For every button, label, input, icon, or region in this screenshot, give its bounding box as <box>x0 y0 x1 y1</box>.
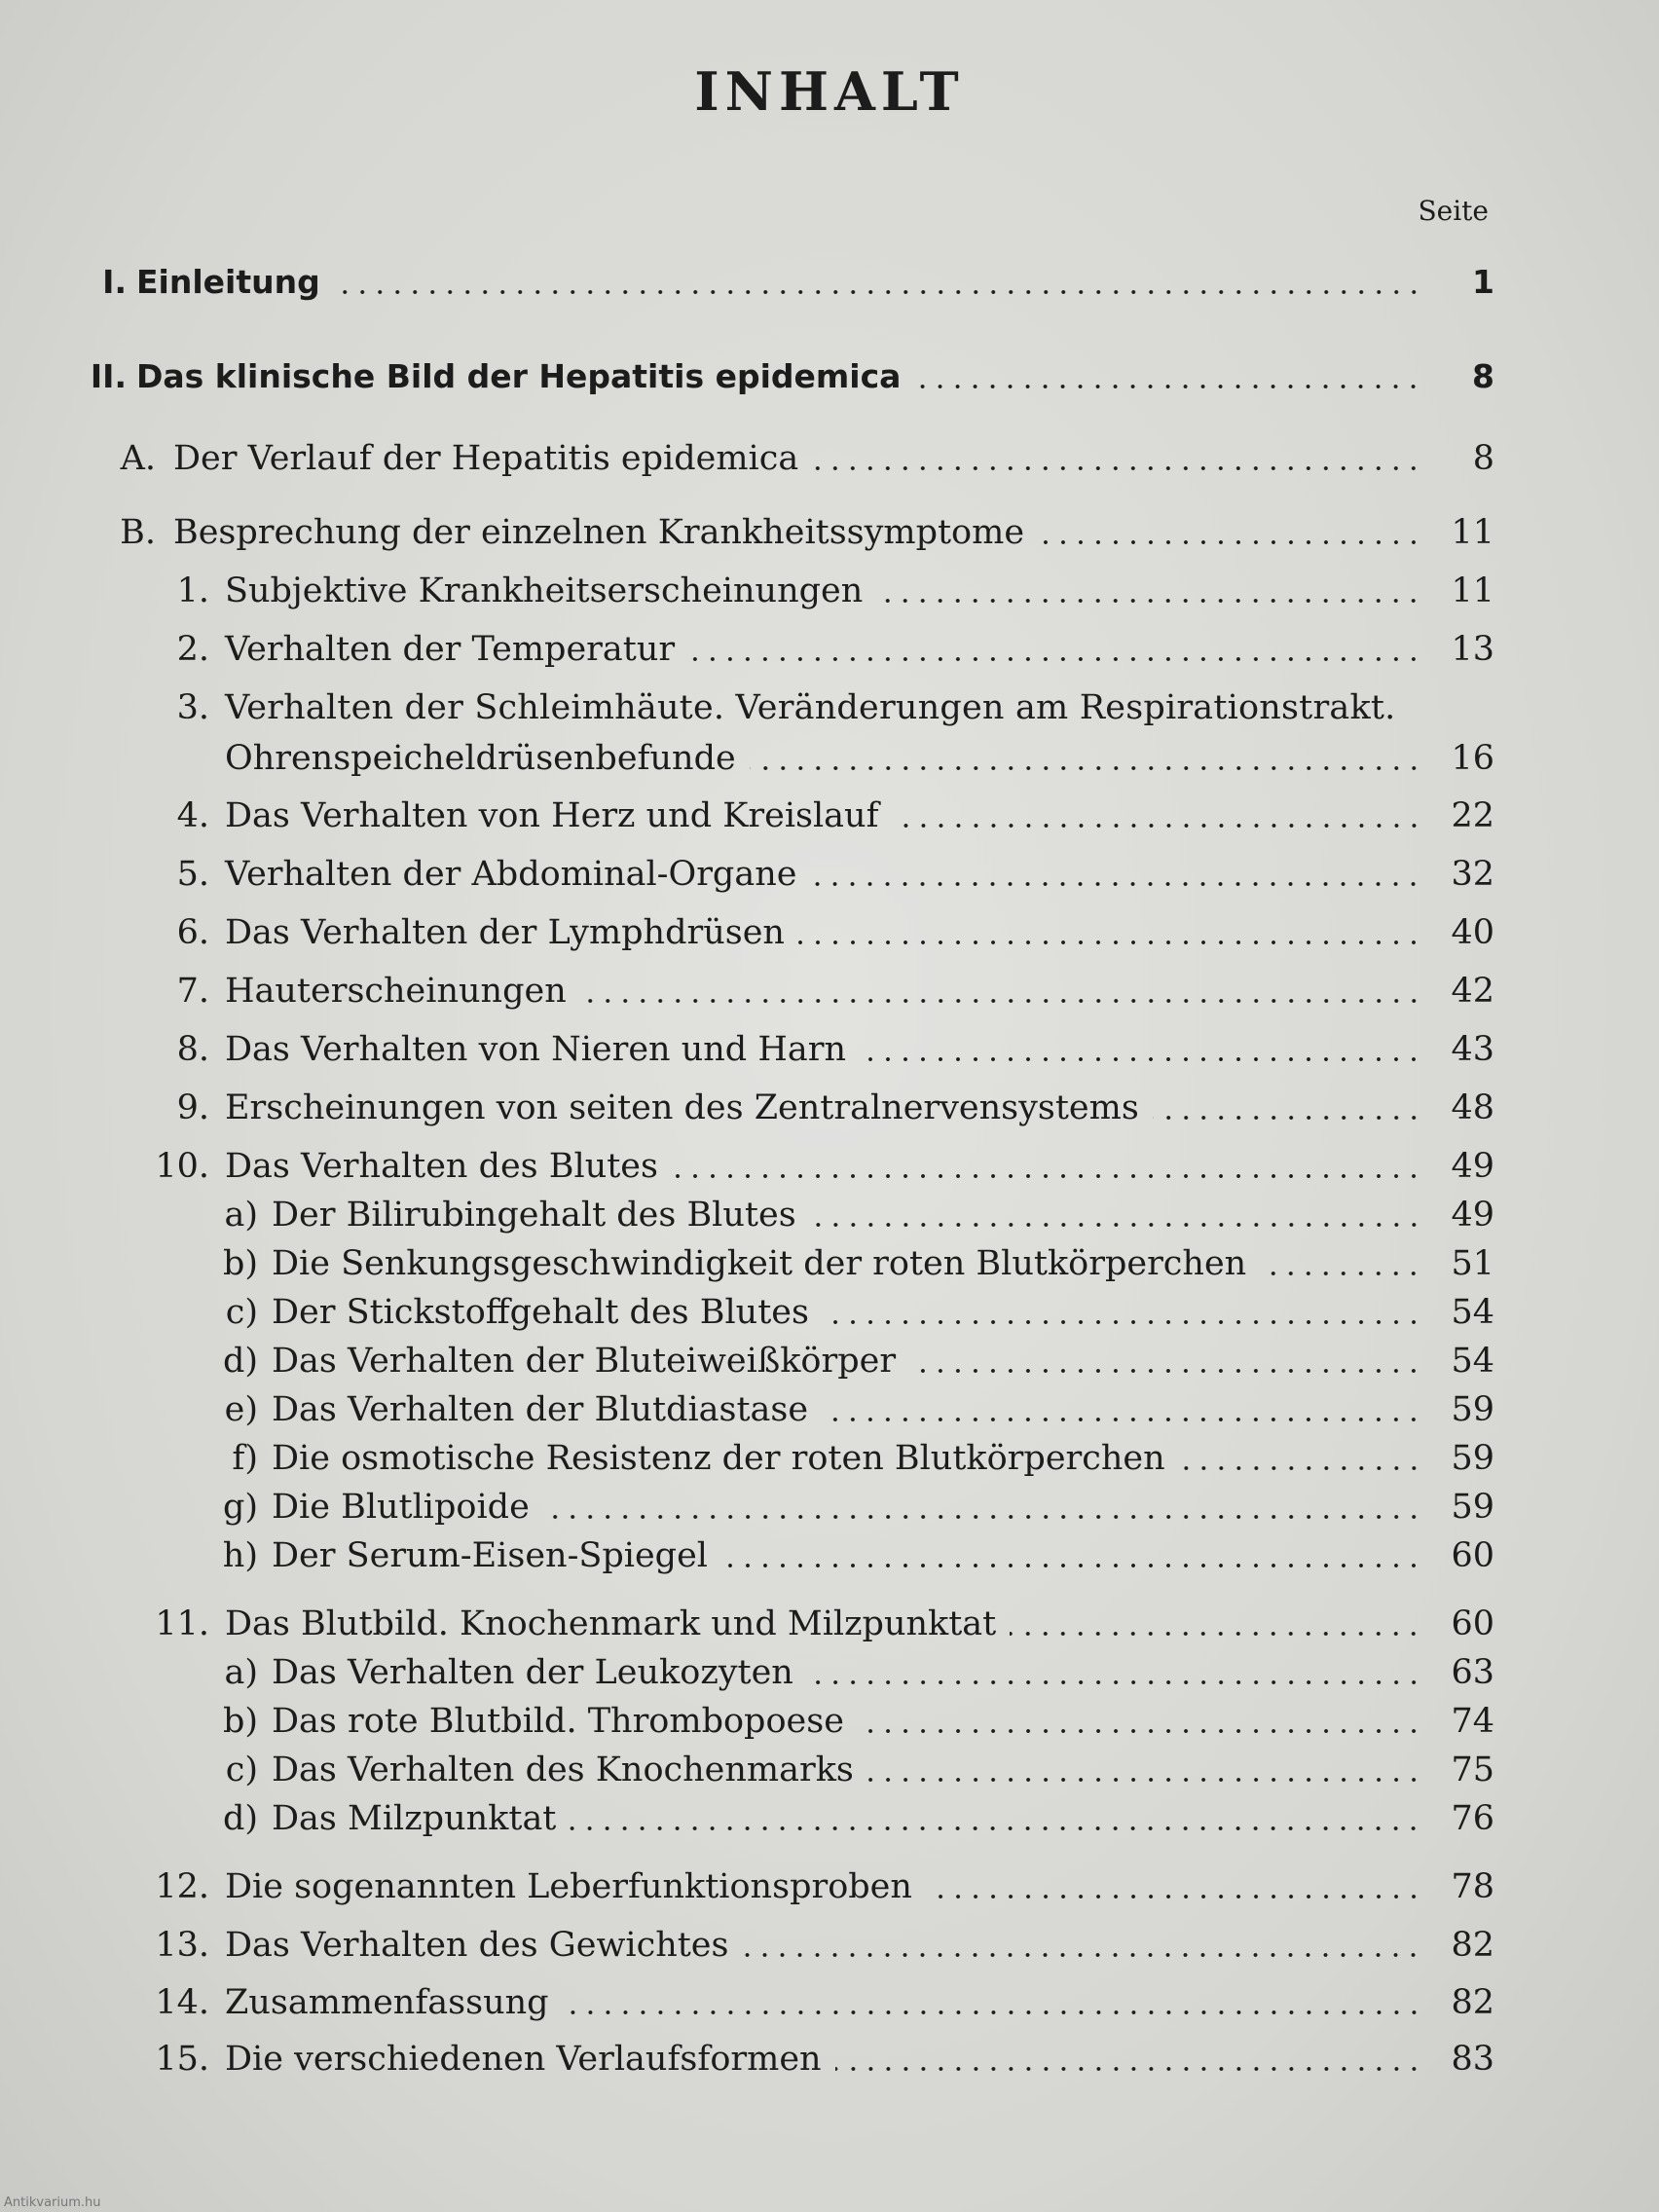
toc-entry-number: g) <box>222 1488 258 1527</box>
toc-entry-title: Die Senkungsgeschwindigkeit der roten Blutkörperchen <box>272 1244 1247 1283</box>
toc-entry <box>161 567 1494 615</box>
dot-leader <box>812 466 1422 470</box>
toc-entry-title: Das Verhalten der Bluteiweißkörper <box>272 1342 897 1381</box>
dot-leader <box>580 999 1422 1003</box>
toc-entry-page: 11 <box>1451 513 1494 552</box>
toc-entry-page: 59 <box>1451 1488 1494 1527</box>
toc-entry-number: 11. <box>155 1604 209 1643</box>
toc-entry <box>141 1142 1494 1191</box>
dot-leader <box>876 599 1422 603</box>
toc-entry <box>102 508 1494 557</box>
dot-leader <box>926 1895 1422 1899</box>
toc-entry <box>161 908 1494 957</box>
toc-entry <box>161 850 1494 899</box>
dot-leader <box>334 290 1422 294</box>
toc-entry <box>161 967 1494 1015</box>
toc-entry-number: I. <box>102 263 127 301</box>
toc-entry-title: Das Verhalten von Herz und Kreislauf <box>225 796 879 835</box>
toc-entry-page: 22 <box>1451 796 1494 835</box>
dot-leader <box>893 824 1422 828</box>
toc-entry-page: 60 <box>1451 1604 1494 1643</box>
toc-entry-page: 83 <box>1451 2040 1494 2079</box>
toc-entry-title: Das Milzpunktat <box>272 1799 557 1838</box>
toc-entry <box>141 1600 1494 1648</box>
toc-entry <box>219 1191 1494 1239</box>
toc-entry-title: Das Blutbild. Knochenmark und Milzpunktat <box>225 1604 997 1643</box>
toc-entry <box>141 2035 1494 2083</box>
toc-entry <box>219 1385 1494 1434</box>
dot-leader <box>1179 1466 1422 1470</box>
dot-leader <box>742 1953 1422 1957</box>
toc-entry-title: Das Verhalten von Nieren und Harn <box>225 1030 846 1069</box>
toc-entry <box>219 1794 1494 1843</box>
toc-entry-title: Die verschiedenen Verlaufsformen <box>225 2040 822 2079</box>
toc-entry-number: 14. <box>155 1983 209 2022</box>
toc-entry-title: Einleitung <box>136 263 320 301</box>
toc-entry-title: Erscheinungen von seiten des Zentralnervensystems <box>225 1088 1139 1127</box>
dot-leader <box>867 1778 1422 1782</box>
toc-entry-number: 1. <box>176 571 209 610</box>
dot-leader <box>570 1826 1422 1830</box>
toc-entry-title: Der Stickstoffgehalt des Blutes <box>272 1293 809 1332</box>
toc-entry-number: b) <box>222 1244 258 1283</box>
dot-leader <box>721 1564 1422 1567</box>
toc-entry-title: Subjektive Krankheitserscheinungen <box>225 571 864 610</box>
toc-entry <box>58 352 1494 401</box>
toc-entry-title: Das Verhalten des Gewichtes <box>225 1926 729 1965</box>
dot-leader <box>914 385 1422 388</box>
dot-leader <box>1038 540 1422 544</box>
toc-entry-title: Verhalten der Schleimhäute. Veränderungen am Respirationstrakt. <box>225 688 1396 727</box>
dot-leader <box>543 1515 1422 1519</box>
dot-leader <box>810 882 1422 886</box>
toc-entry-title: Die osmotische Resistenz der roten Blutkörperchen <box>272 1439 1165 1478</box>
dot-leader <box>810 1223 1422 1227</box>
toc-entry-number: a) <box>224 1196 258 1235</box>
toc-entry-title-line2: Ohrenspeicheldrüsenbefunde <box>225 739 736 778</box>
dot-leader <box>1260 1272 1422 1275</box>
watermark: Antikvarium.hu <box>4 2195 101 2210</box>
toc-entry-page: 59 <box>1451 1439 1494 1478</box>
toc-entry-title: Das Verhalten der Blutdiastase <box>272 1390 809 1429</box>
toc-entry-number: 10. <box>155 1147 209 1186</box>
toc-entry-title: Besprechung der einzelnen Krankheitssymptome <box>173 513 1025 552</box>
toc-entry-line <box>161 683 1494 732</box>
toc-entry-page: 1 <box>1472 263 1494 301</box>
dot-leader <box>688 657 1422 661</box>
toc-entry <box>141 1862 1494 1911</box>
toc-entry-number: 8. <box>176 1030 209 1069</box>
toc-entry-page: 13 <box>1451 630 1494 669</box>
toc-entry-number: h) <box>222 1536 258 1575</box>
toc-entry-page: 74 <box>1451 1702 1494 1741</box>
dot-leader <box>672 1174 1422 1178</box>
toc-entry <box>161 625 1494 674</box>
dot-leader <box>822 1418 1422 1421</box>
toc-entry-number: 12. <box>155 1867 209 1906</box>
dot-leader <box>858 1729 1422 1733</box>
toc-entry <box>219 1434 1494 1483</box>
toc-entry-number: c) <box>225 1751 258 1789</box>
toc-entry-page: 49 <box>1451 1147 1494 1186</box>
toc-entry-page: 78 <box>1451 1867 1494 1906</box>
toc-entry-number: 15. <box>155 2040 209 2079</box>
toc-entry-title: Das Verhalten des Knochenmarks <box>272 1751 854 1789</box>
toc-entry-page: 54 <box>1451 1293 1494 1332</box>
dot-leader <box>860 1057 1422 1061</box>
toc-entry-title: Das Verhalten des Blutes <box>225 1147 658 1186</box>
toc-entry-title: Verhalten der Abdominal-Organe <box>225 855 797 894</box>
toc-entry <box>161 1025 1494 1074</box>
toc-entry-number: B. <box>120 513 156 552</box>
toc-entry-page: 16 <box>1451 739 1494 778</box>
toc-entry-number: a) <box>224 1653 258 1692</box>
toc-entry-number: 7. <box>176 972 209 1011</box>
dot-leader <box>823 1320 1422 1324</box>
dot-leader <box>563 2010 1422 2014</box>
dot-leader <box>798 940 1422 944</box>
toc-entry-page: 32 <box>1451 855 1494 894</box>
toc-entry-page: 42 <box>1451 972 1494 1011</box>
toc-entry-number: b) <box>222 1702 258 1741</box>
toc-entry-page: 43 <box>1451 1030 1494 1069</box>
toc-entry-title: Die Blutlipoide <box>272 1488 530 1527</box>
toc-entry <box>219 1648 1494 1697</box>
toc-entry-title: Das Verhalten der Leukozyten <box>272 1653 793 1692</box>
toc-entry <box>141 1921 1494 1970</box>
toc-entry-number: 3. <box>176 688 209 727</box>
toc-entry <box>141 1978 1494 2027</box>
toc-entry <box>219 1746 1494 1794</box>
toc-entry-title: Der Verlauf der Hepatitis epidemica <box>173 439 799 478</box>
toc-entry <box>219 1337 1494 1385</box>
toc-entry <box>161 1084 1494 1132</box>
toc-entry <box>219 1531 1494 1580</box>
page-column-label: Seite <box>1418 195 1489 227</box>
toc-entry-continuation <box>225 734 1494 783</box>
toc-entry-number: A. <box>120 439 156 478</box>
toc-entry <box>102 434 1494 483</box>
toc-entry-number: 9. <box>176 1088 209 1127</box>
dot-leader <box>750 766 1422 770</box>
toc-entry-title: Der Bilirubingehalt des Blutes <box>272 1196 796 1235</box>
toc-entry-number: c) <box>225 1293 258 1332</box>
toc-entry-page: 82 <box>1451 1926 1494 1965</box>
toc-entry-page: 51 <box>1451 1244 1494 1283</box>
toc-entry-title: Die sogenannten Leberfunktionsproben <box>225 1867 912 1906</box>
page-title: INHALT <box>694 60 965 123</box>
toc-entry-number: d) <box>222 1342 258 1381</box>
dot-leader <box>807 1680 1422 1684</box>
toc-entry-page: 75 <box>1451 1751 1494 1789</box>
dot-leader <box>835 2067 1422 2071</box>
toc-entry <box>219 1239 1494 1288</box>
toc-entry-title: Das rote Blutbild. Thrombopoese <box>272 1702 844 1741</box>
toc-entry-number: 13. <box>155 1926 209 1965</box>
toc-entry <box>219 1288 1494 1337</box>
toc-entry-title: Der Serum-Eisen-Spiegel <box>272 1536 708 1575</box>
toc-entry-title: Das Verhalten der Lymphdrüsen <box>225 913 785 952</box>
toc-entry-number: e) <box>224 1390 258 1429</box>
dot-leader <box>909 1369 1422 1373</box>
toc-entry-number: 6. <box>176 913 209 952</box>
toc-entry-page: 11 <box>1451 571 1494 610</box>
toc-entry-page: 48 <box>1451 1088 1494 1127</box>
toc-entry-page: 8 <box>1472 439 1494 478</box>
toc-entry-number: 2. <box>176 630 209 669</box>
toc-entry-title: Hauterscheinungen <box>225 972 567 1011</box>
toc-entry-title: Zusammenfassung <box>225 1983 549 2022</box>
toc-entry-number: 4. <box>176 796 209 835</box>
toc-entry-page: 82 <box>1451 1983 1494 2022</box>
toc-entry-title: Verhalten der Temperatur <box>225 630 676 669</box>
toc-entry-page: 49 <box>1451 1196 1494 1235</box>
toc-entry-page: 76 <box>1451 1799 1494 1838</box>
toc-entry-page: 59 <box>1451 1390 1494 1429</box>
toc-entry-page: 60 <box>1451 1536 1494 1575</box>
toc-entry-number: 5. <box>176 855 209 894</box>
toc-entry-page: 54 <box>1451 1342 1494 1381</box>
toc-entry <box>219 1483 1494 1531</box>
toc-entry <box>219 1697 1494 1746</box>
toc-entry-number: II. <box>90 357 127 395</box>
toc-entry-page: 8 <box>1472 357 1494 395</box>
toc-entry-page: 63 <box>1451 1653 1494 1692</box>
toc-entry-title: Das klinische Bild der Hepatitis epidemica <box>136 357 902 395</box>
toc-entry-number: d) <box>222 1799 258 1838</box>
toc-entry <box>161 792 1494 840</box>
toc-entry-number: f) <box>232 1439 258 1478</box>
toc-entry-page: 40 <box>1451 913 1494 952</box>
dot-leader <box>1010 1632 1422 1636</box>
dot-leader <box>1153 1116 1422 1120</box>
toc-entry <box>58 258 1494 307</box>
